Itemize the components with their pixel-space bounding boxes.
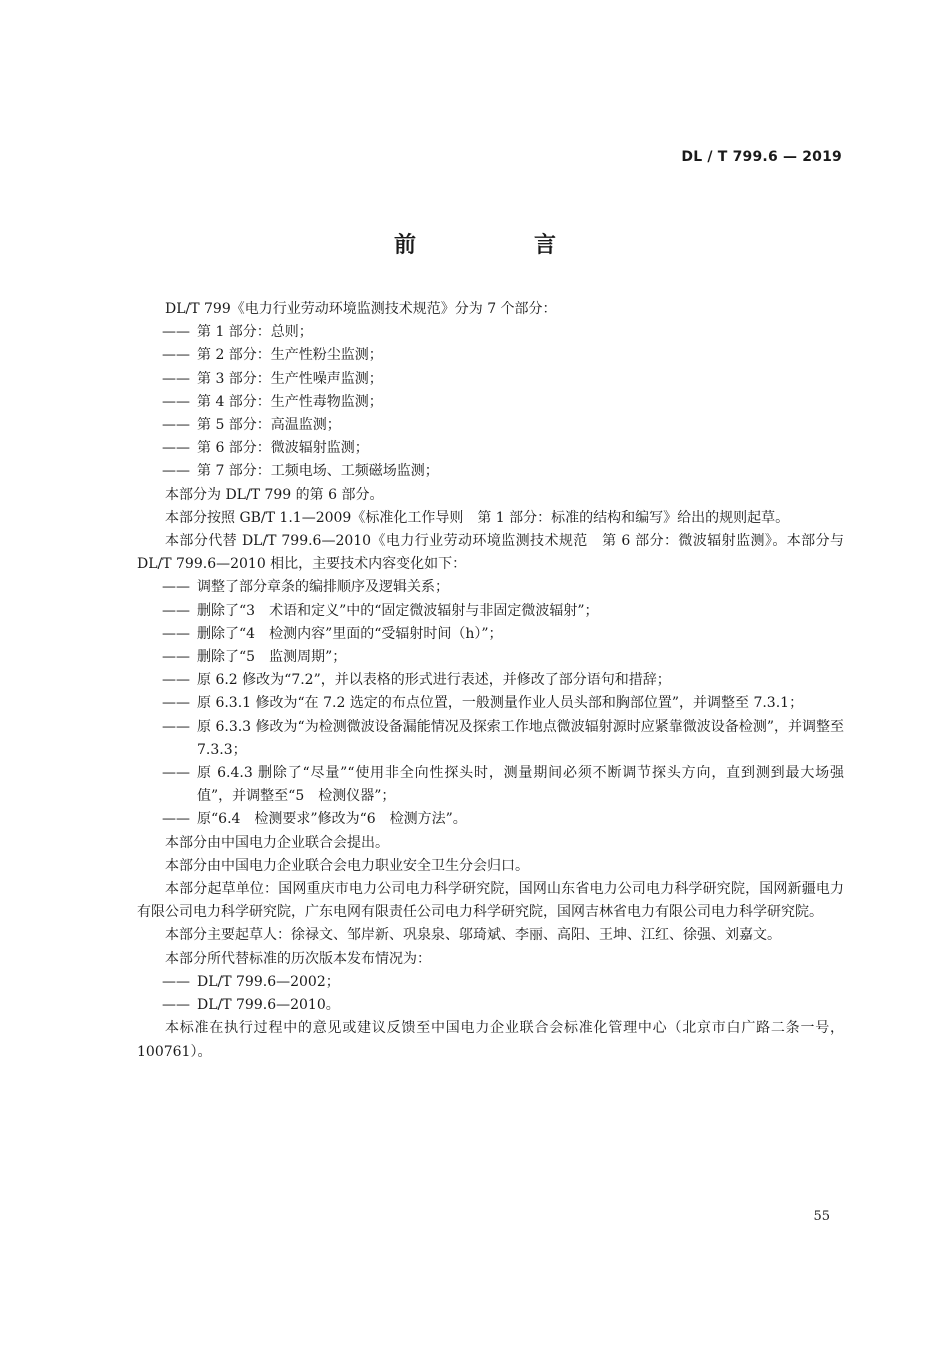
- dash-mark: ——: [162, 997, 190, 1014]
- list-item-version-2: —— DL/T 799.6—2010。: [137, 994, 844, 1017]
- list-item-change-8: —— 原 6.4.3 删除了“尽量”“使用非全向性探头时，测量期间必须不断调节探头方向，直到测到最大场强值”，并调整至“5 检测仪器”；: [137, 762, 844, 808]
- list-item-part-1: —— 第 1 部分：总则；: [137, 321, 844, 344]
- list-item-change-7: —— 原 6.3.3 修改为“为检测微波设备漏能情况及探索工作地点微波辐射源时应紧靠微波设备检测”，并调整至 7.3.3；: [137, 716, 844, 762]
- dash-mark: ——: [162, 440, 190, 457]
- dash-mark: ——: [162, 370, 190, 387]
- dash-mark: ——: [162, 811, 190, 828]
- replacement-paragraph: 本部分代替 DL/T 799.6—2010《电力行业劳动环境监测技术规范 第 6 部分：微波辐射监测》。本部分与 DL/T 799.6—2010 相比，主要技术内容变化如下：: [137, 533, 844, 573]
- list-item-part-7: —— 第 7 部分：工频电场、工频磁场监测；: [137, 460, 844, 483]
- list-item-change-1: —— 调整了部分章条的编排顺序及逻辑关系；: [137, 576, 844, 599]
- list-item-change-3: —— 删除了“4 检测内容”里面的“受辐射时间（h）”；: [137, 623, 844, 646]
- dash-mark: ——: [162, 649, 190, 666]
- part-statement: 本部分为 DL/T 799 的第 6 部分。: [165, 486, 384, 503]
- list-item-version-1: —— DL/T 799.6—2002；: [137, 971, 844, 994]
- list-item-part-2: —— 第 2 部分：生产性粉尘监测；: [137, 344, 844, 367]
- history-paragraph: 本部分所代替标准的历次版本发布情况为：: [165, 950, 431, 967]
- standard-number-header: DL / T 799.6 — 2019: [681, 149, 842, 165]
- feedback-paragraph: 本标准在执行过程中的意见或建议反馈至中国电力企业联合会标准化管理中心（北京市白广路二条一号，100761）。: [137, 1020, 844, 1060]
- dash-mark: ——: [162, 393, 190, 410]
- dash-mark: ——: [162, 463, 190, 480]
- dash-mark: ——: [162, 695, 190, 712]
- list-item-change-2: —— 删除了“3 术语和定义”中的“固定微波辐射与非固定微波辐射”；: [137, 600, 844, 623]
- dash-mark: ——: [162, 765, 190, 782]
- dash-mark: ——: [162, 602, 190, 619]
- list-item-change-9: —— 原“6.4 检测要求”修改为“6 检测方法”。: [137, 808, 844, 831]
- administrator-paragraph: 本部分由中国电力企业联合会电力职业安全卫生分会归口。: [165, 857, 529, 874]
- list-item-part-6: —— 第 6 部分：微波辐射监测；: [137, 437, 844, 460]
- drafters-paragraph: 本部分主要起草人：徐禄文、邹岸新、巩泉泉、邬琦斌、李丽、高阳、王坤、江红、徐强、刘嘉文。: [165, 927, 781, 944]
- document-body: [137, 298, 844, 1064]
- dash-mark: ——: [162, 417, 190, 434]
- list-item-change-5: —— 原 6.2 修改为“7.2”，并以表格的形式进行表述，并修改了部分语句和措辞；: [137, 669, 844, 692]
- drafting-units-paragraph: 本部分起草单位：国网重庆市电力公司电力科学研究院，国网山东省电力公司电力科学研究院，国网新疆电力有限公司电力科学研究院，广东电网有限责任公司电力科学研究院，国网吉林省电力有限公司电力科学研究院。: [137, 881, 844, 921]
- dash-mark: ——: [162, 973, 190, 990]
- dash-mark: ——: [162, 347, 190, 364]
- intro-paragraph: DL/T 799《电力行业劳动环境监测技术规范》分为 7 个部分：: [165, 301, 557, 317]
- proposer-paragraph: 本部分由中国电力企业联合会提出。: [165, 834, 389, 851]
- dash-mark: ——: [162, 579, 190, 596]
- dash-mark: ——: [162, 672, 190, 689]
- list-item-change-6: —— 原 6.3.1 修改为“在 7.2 选定的布点位置，一般测量作业人员头部和胸部位置”，并调整至 7.3.1；: [137, 692, 844, 715]
- dash-mark: ——: [162, 625, 190, 642]
- page-title: 前 言: [393, 233, 604, 258]
- list-item-part-3: —— 第 3 部分：生产性噪声监测；: [137, 368, 844, 391]
- page-number: 55: [813, 1209, 830, 1224]
- list-item-change-4: —— 删除了“5 监测周期”；: [137, 646, 844, 669]
- drafting-rules-paragraph: 本部分按照 GB/T 1.1—2009《标准化工作导则 第 1 部分：标准的结构和编写》给出的规则起草。: [165, 509, 790, 526]
- list-item-part-5: —— 第 5 部分：高温监测；: [137, 414, 844, 437]
- dash-mark: ——: [162, 718, 190, 735]
- dash-mark: ——: [162, 324, 190, 341]
- list-item-part-4: —— 第 4 部分：生产性毒物监测；: [137, 391, 844, 414]
